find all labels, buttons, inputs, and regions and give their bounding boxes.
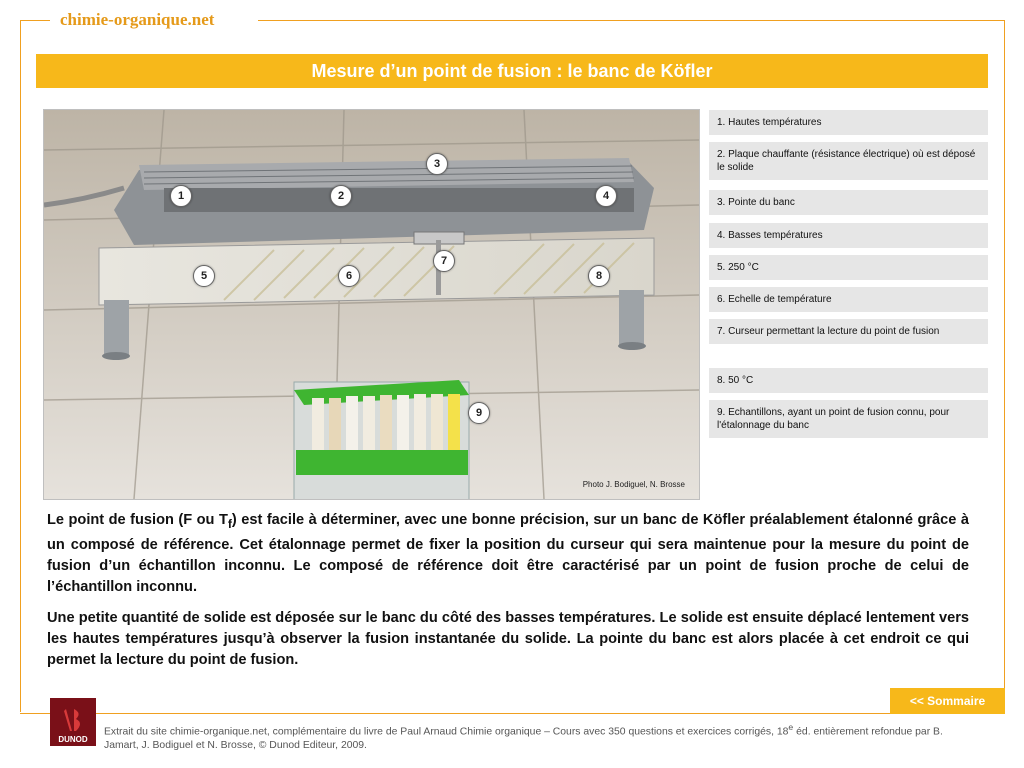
kofler-bench-photo: [43, 109, 700, 500]
legend-item-5: 5. 250 °C: [709, 255, 988, 280]
marker-7: 7: [433, 250, 455, 272]
page-title: Mesure d’un point de fusion : le banc de Köfler: [36, 54, 988, 88]
main-text: [47, 510, 969, 681]
marker-4: 4: [595, 185, 617, 207]
marker-6: 6: [338, 265, 360, 287]
legend-item-6: 6. Echelle de température: [709, 287, 988, 312]
site-name: chimie-organique.net: [60, 10, 215, 29]
sommaire-button[interactable]: << Sommaire: [890, 688, 1005, 714]
marker-8: 8: [588, 265, 610, 287]
frame-top-left: [20, 20, 50, 21]
marker-2: 2: [330, 185, 352, 207]
dunod-logo: [50, 698, 96, 746]
frame-bottom: [20, 713, 1005, 714]
legend-item-8: 8. 50 °C: [709, 368, 988, 393]
frame-right: [1004, 20, 1005, 688]
legend-item-9: 9. Echantillons, ayant un point de fusion connu, pour l'étalonnage du banc: [709, 400, 988, 438]
legend-item-7: 7. Curseur permettant la lecture du point de fusion: [709, 319, 988, 344]
p1-before: Le point de fusion (F ou T: [47, 512, 228, 528]
paragraph-1: [47, 510, 969, 598]
legend-item-2: 2. Plaque chauffante (résistance électrique) où est déposé le solide: [709, 142, 988, 180]
legend-item-1: 1. Hautes températures: [709, 110, 988, 135]
photo-illustration: [44, 110, 699, 499]
paragraph-2: Une petite quantité de solide est déposée sur le banc du côté des basses températures. Le solide est ensuite déplacé lentement vers les hautes températures jusqu’à observer la fusion instantanée du solide. La pointe du banc est alors placée à cet endroit ce qui permet la lecture du point de fusion.: [47, 609, 969, 668]
footer-sup: e: [788, 722, 794, 732]
p1-subscript: f: [227, 516, 232, 531]
marker-1: 1: [170, 185, 192, 207]
legend-item-4: 4. Basses températures: [709, 223, 988, 248]
frame-left: [20, 20, 21, 712]
photo-credit: Photo J. Bodiguel, N. Brosse: [582, 480, 685, 489]
legend-item-3: 3. Pointe du banc: [709, 190, 988, 215]
marker-5: 5: [193, 265, 215, 287]
marker-9: 9: [468, 402, 490, 424]
frame-top-right: [258, 20, 1004, 21]
marker-3: 3: [426, 153, 448, 175]
p1-after: ) est facile à déterminer, avec une bonne précision, sur un banc de Köfler préalablement étalonné grâce à un composé de référence. Cet étalonnage permet de fixer la position du curseur qui sera maintenue pour la mesure du point de fusion d’un échantillon inconnu. Le composé de référence doit être caractérisé par un point de fusion proche de celui de l’échantillon inconnu.: [47, 512, 969, 595]
logo-text: DUNOD: [50, 735, 96, 746]
footer-text: [104, 720, 964, 753]
footer-before: Extrait du site chimie-organique.net, complémentaire du livre de Paul Arnaud Chimie organique – Cours avec 350 questions et exercices corrigés, 18: [104, 726, 789, 738]
dunod-logo-mark-icon: [58, 705, 88, 735]
footer-after: éd. entièrement refondue par B. Jamart, J. Bodiguel et N. Brosse, © Dunod Editeur, 2009.: [104, 726, 943, 752]
